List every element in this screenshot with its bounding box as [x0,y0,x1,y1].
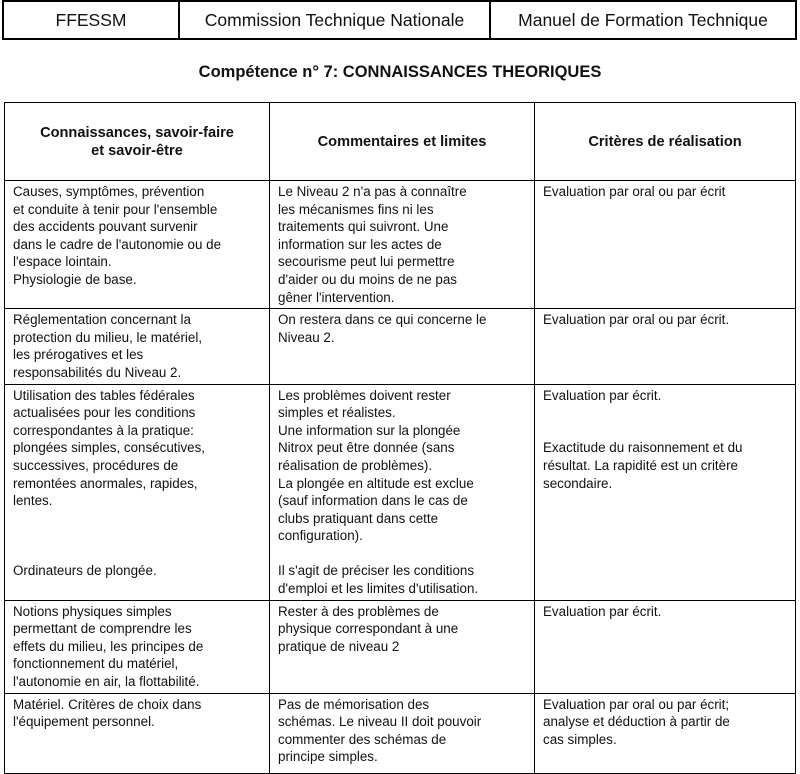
column-header-knowledge: Connaissances, savoir-faire et savoir-être [5,103,270,181]
column-header-comments: Commentaires et limites [270,103,535,181]
table-row [5,600,796,693]
cell-comments: Le Niveau 2 n'a pas à connaître les mécanismes fins ni les traitements qui suivront. Une information sur les actes de secourisme peut lui permettre d'aider ou du moins de ne pas gêner l'intervention. [270,181,535,309]
cell-criteria: Evaluation par oral ou par écrit; analyse et déduction à partir de cas simples. [535,693,796,773]
competence-table [4,102,796,774]
cell-knowledge: Réglementation concernant la protection du milieu, le matériel, les prérogatives et les responsabilités du Niveau 2. [5,309,270,384]
header-commission: Commission Technique Nationale [180,2,491,38]
cell-comments: On restera dans ce qui concerne le Niveau 2. [270,309,535,384]
column-header-criteria: Critères de réalisation [535,103,796,181]
cell-knowledge: Causes, symptômes, prévention et conduite à tenir pour l'ensemble des accidents pouvant survenir dans le cadre de l'autonomie ou de l'espace lointain. Physiologie de base. [5,181,270,309]
page-title: Compétence n° 7: CONNAISSANCES THEORIQUES [198,63,602,81]
cell-knowledge: Matériel. Critères de choix dans l'équipement personnel. [5,693,270,773]
header-manual: Manuel de Formation Technique [518,9,768,30]
table-row [5,693,796,773]
document-header [2,0,797,40]
cell-knowledge: Utilisation des tables fédérales actualisées pour les conditions correspondantes à la pratique: plongées simples, consécutives, successives, procédures de remontées anormales, rapides, lentes. Ordinateurs de plongée. [5,384,270,600]
cell-criteria: Evaluation par oral ou par écrit [535,181,796,309]
cell-knowledge: Notions physiques simples permettant de comprendre les effets du milieu, les principes de fonctionnement du matériel, l'autonomie en air, la flottabilité. [5,600,270,693]
table-row [5,181,796,309]
table-header-row [5,103,796,181]
cell-criteria: Evaluation par oral ou par écrit. [535,309,796,384]
header-org: FFESSM [4,2,180,38]
table-row [5,384,796,600]
cell-criteria: Evaluation par écrit. Exactitude du raisonnement et du résultat. La rapidité est un critère secondaire. [535,384,796,600]
cell-criteria: Evaluation par écrit. [535,600,796,693]
cell-comments: Pas de mémorisation des schémas. Le niveau II doit pouvoir commenter des schémas de principe simples. [270,693,535,773]
cell-comments: Rester à des problèmes de physique correspondant à une pratique de niveau 2 [270,600,535,693]
cell-comments: Les problèmes doivent rester simples et réalistes. Une information sur la plongée Nitrox peut être donnée (sans réalisation de problèmes). La plongée en altitude est exclue (sauf information dans le cas de clubs pratiquant dans cette configuration). Il s'agit de préciser les conditions d'emploi et les limites d'utilisation. [270,384,535,600]
table-row [5,309,796,384]
